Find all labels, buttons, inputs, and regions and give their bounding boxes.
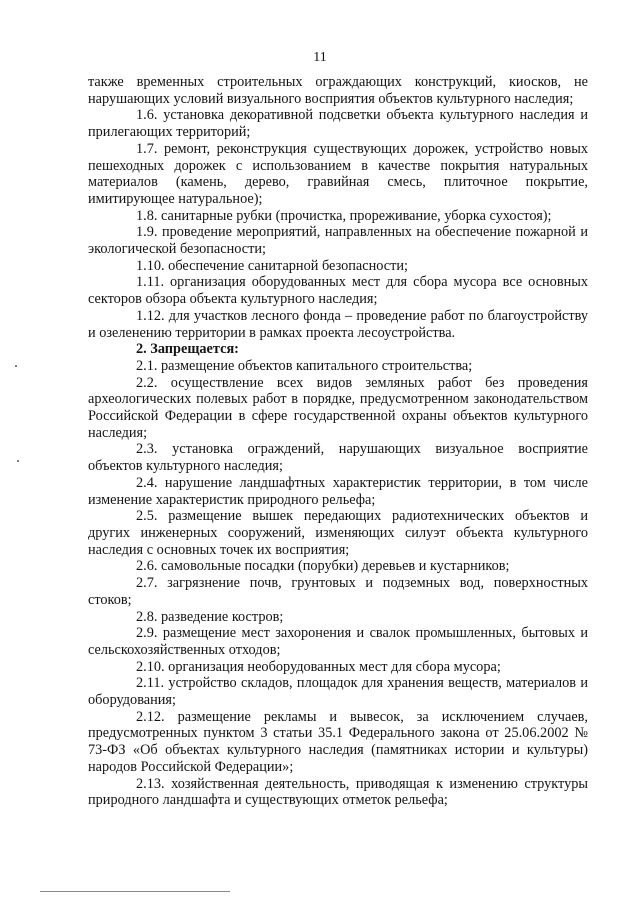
scan-edge-line <box>40 891 230 892</box>
paragraph-1-9: 1.9. проведение мероприятий, направленных на обеспечение пожарной и экологической безопасности; <box>88 224 588 258</box>
page-number: 11 <box>313 50 327 65</box>
paragraph-2-7: 2.7. загрязнение почв, грунтовых и подземных вод, поверхностных стоков; <box>88 575 588 608</box>
paragraph-2-6: 2.6. самовольные посадки (порубки) деревьев и кустарников; <box>136 558 510 575</box>
paragraph-1-10: 1.10. обеспечение санитарной безопасности; <box>136 257 408 274</box>
paragraph-2-4: 2.4. нарушение ландшафтных характеристик территории, в том числе изменение характеристик природного рельефа; <box>88 474 588 508</box>
paragraph-2-12: 2.12. размещение рекламы и вывесок, за исключением случаев, предусмотренных пунктом 3 статьи 35.1 Федерального закона от 25.06.2002 № 73-ФЗ «Об объектах культурного наследия (памятниках истории и культуры) народов Российской Федерации»; <box>88 708 588 775</box>
paragraph-1-7: 1.7. ремонт, реконструкция существующих дорожек, устройство новых пешеходных дорожек с использованием в качестве покрытия натуральных материалов (камень, дерево, гравийная смесь, плиточное покрытие, имитирующее натуральное); <box>88 140 588 207</box>
paragraph-2-1: 2.1. размещение объектов капитального строительства; <box>136 357 473 374</box>
paragraph-1-12: 1.12. для участков лесного фонда – проведение работ по благоустройству и озеленению территории в рамках проекта лесоустройства. <box>88 307 588 341</box>
paragraph-1-8: 1.8. санитарные рубки (прочистка, прореживание, уборка сухостоя); <box>136 207 552 224</box>
paragraph-2-13: 2.13. хозяйственная деятельность, приводящая к изменению структуры природного ландшафта и существующих отметок рельефа; <box>88 775 588 809</box>
scan-speck <box>15 365 17 367</box>
paragraph-2-9: 2.9. размещение мест захоронения и свалок промышленных, бытовых и сельскохозяйственных отходов; <box>88 625 588 658</box>
paragraph-2-2: 2.2. осуществление всех видов земляных работ без проведения археологических полевых работ в порядке, предусмотренном законодательством Российской Федерации в сфере государственной охраны объектов культурного наследия; <box>88 374 588 441</box>
paragraph-2-5: 2.5. размещение вышек передающих радиотехнических объектов и других инженерных сооружений, изменяющих силуэт объекта культурного наследия с основных точек их восприятия; <box>88 508 588 558</box>
paragraph-2-8: 2.8. разведение костров; <box>136 608 284 625</box>
paragraph-1-6: 1.6. установка декоративной подсветки объекта культурного наследия и прилегающих территорий; <box>88 107 588 141</box>
paragraph-1-11: 1.11. организация оборудованных мест для сбора мусора все основных секторов обзора объекта культурного наследия; <box>88 274 588 308</box>
document-body <box>88 74 588 809</box>
scan-speck <box>17 460 19 462</box>
paragraph-continuation: также временных строительных ограждающих конструкций, киосков, не нарушающих условий визуального восприятия объектов культурного наследия; <box>88 74 588 107</box>
paragraph-2-10: 2.10. организация необорудованных мест для сбора мусора; <box>136 658 501 675</box>
section-heading-2 <box>88 341 588 358</box>
section-heading-2-text: 2. Запрещается: <box>136 341 239 358</box>
paragraph-2-3: 2.3. установка ограждений, нарушающих визуальное восприятие объектов культурного наследия; <box>88 441 588 475</box>
paragraph-2-11: 2.11. устройство складов, площадок для хранения веществ, материалов и оборудования; <box>88 675 588 709</box>
